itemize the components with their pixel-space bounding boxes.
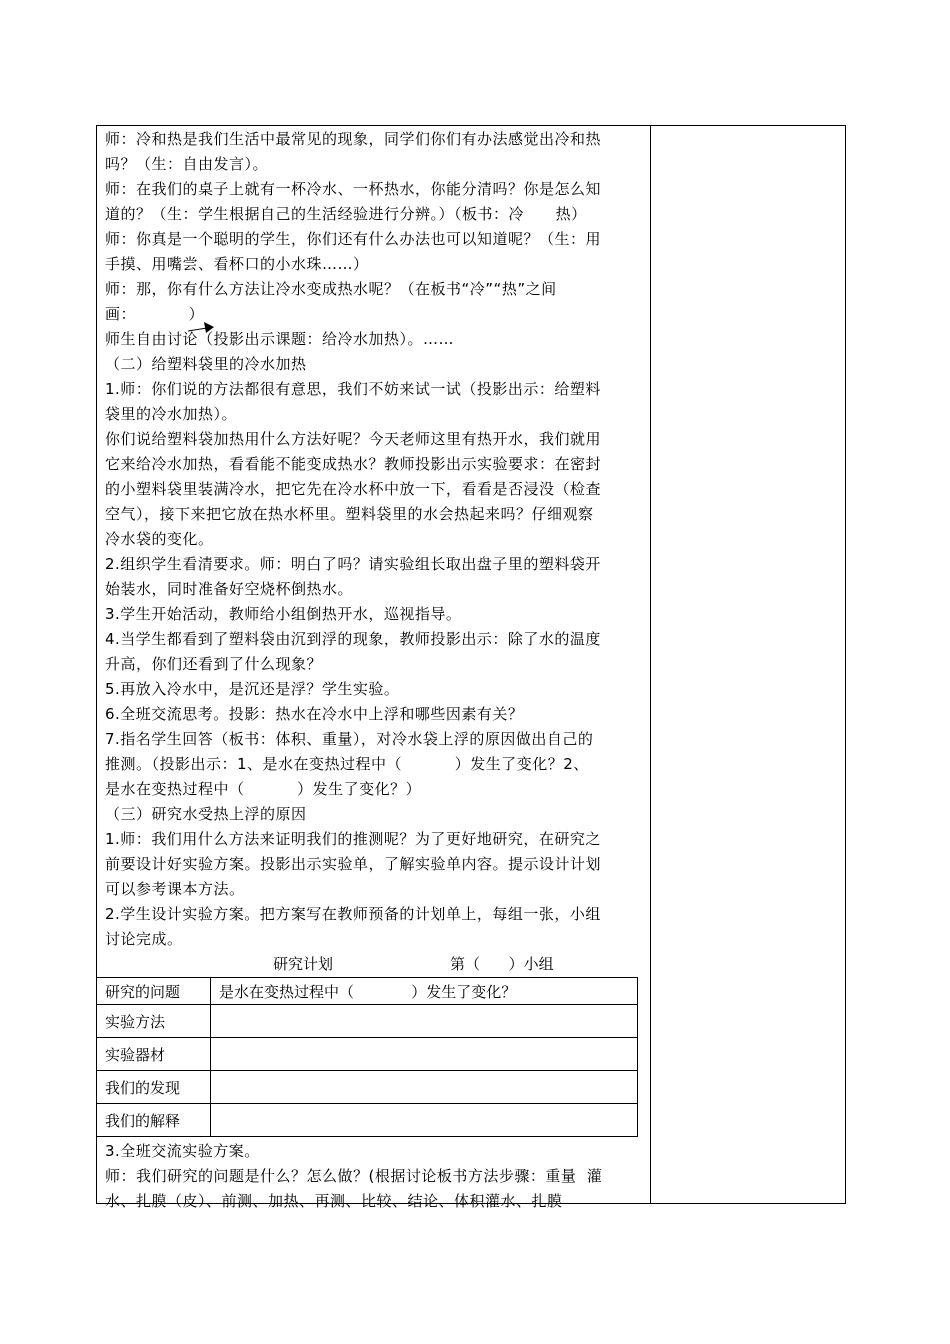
paragraph bbox=[105, 1164, 645, 1214]
text-line: 2.学生设计实验方案。把方案写在教师预备的计划单上，每组一张，小组 bbox=[105, 905, 601, 923]
text-line: 空气），接下来把它放在热水杯里。塑料袋里的水会热起来吗？仔细观察 bbox=[105, 505, 594, 523]
plan-row-label: 我们的发现 bbox=[97, 1071, 211, 1104]
paragraph bbox=[105, 702, 645, 727]
text-line: 水、扎膜（皮）、前测、加热、再测、比较、结论、体积灌水、扎膜 bbox=[105, 1192, 563, 1210]
plan-row-value bbox=[211, 1104, 638, 1137]
plan-row-label: 我们的解释 bbox=[97, 1104, 211, 1137]
paragraph bbox=[105, 727, 645, 802]
paragraph bbox=[105, 677, 645, 702]
text-line: 冷水袋的变化。 bbox=[105, 530, 214, 548]
table-row bbox=[97, 1071, 638, 1104]
plan-row-value bbox=[211, 1038, 638, 1071]
text-line: 道的？（生：学生根据自己的生活经验进行分辨。）（板书：冷 热） bbox=[105, 205, 587, 223]
plan-row-value bbox=[211, 1005, 638, 1038]
lesson-content bbox=[105, 127, 645, 1214]
text-line: 6.全班交流思考。投影：热水在冷水中上浮和哪些因素有关？ bbox=[105, 705, 524, 723]
text-line: 师：在我们的桌子上就有一杯冷水、一杯热水，你能分清吗？你是怎么知 bbox=[105, 180, 602, 198]
paragraph bbox=[105, 902, 645, 952]
text-line: 1.师：我们用什么方法来证明我们的推测呢？为了更好地研究，在研究之 bbox=[105, 830, 601, 848]
lesson-paragraphs-bottom bbox=[105, 1139, 645, 1214]
plan-row-label: 实验器材 bbox=[97, 1038, 211, 1071]
paragraph bbox=[105, 802, 645, 827]
paragraph bbox=[105, 227, 645, 277]
text-line: 推测。（投影出示：1、是水在变热过程中（ ）发生了变化？2、 bbox=[105, 755, 589, 773]
plan-group: 第（ ）小组 bbox=[450, 955, 554, 973]
table-row bbox=[97, 978, 638, 1005]
text-line: 的小塑料袋里装满冷水，把它先在冷水杯中放一下，看看是否浸没（检查 bbox=[105, 480, 602, 498]
paragraph bbox=[105, 177, 645, 227]
text-line: 4.当学生都看到了塑料袋由沉到浮的现象，教师投影出示：除了水的温度 bbox=[105, 630, 601, 648]
plan-row-value bbox=[211, 1071, 638, 1104]
text-line: 前要设计好实验方案。投影出示实验单，了解实验单内容。提示设计计划 bbox=[105, 855, 602, 873]
plan-row-value: 是水在变热过程中（ ）发生了变化？ bbox=[211, 978, 638, 1005]
research-plan-table bbox=[96, 977, 638, 1137]
text-line: 师生自由讨论（投影出示课题：给冷水加热）。…… bbox=[105, 330, 455, 348]
text-line: 3.学生开始活动，教师给小组倒热开水，巡视指导。 bbox=[105, 605, 462, 623]
paragraph bbox=[105, 377, 645, 427]
column-divider bbox=[650, 125, 651, 1204]
plan-title: 研究计划 bbox=[273, 955, 334, 973]
paragraph bbox=[105, 352, 645, 377]
paragraph bbox=[105, 602, 645, 627]
text-line: 师：我们研究的问题是什么？怎么做？(根据讨论板书方法步骤：重量 灌 bbox=[105, 1167, 603, 1185]
text-line: 吗？（生：自由发言）。 bbox=[105, 155, 269, 173]
paragraph bbox=[105, 627, 645, 677]
table-row bbox=[97, 1104, 638, 1137]
text-line: 它来给冷水加热，看看能不能变成热水？教师投影出示实验要求：在密封 bbox=[105, 455, 602, 473]
text-line: 始装水，同时准备好空烧杯倒热水。 bbox=[105, 580, 354, 598]
paragraph bbox=[105, 552, 645, 602]
table-row bbox=[97, 1005, 638, 1038]
text-line: 3.全班交流实验方案。 bbox=[105, 1142, 260, 1160]
paragraph bbox=[105, 277, 645, 327]
paragraph bbox=[105, 1139, 645, 1164]
plan-row-label: 实验方法 bbox=[97, 1005, 211, 1038]
plan-caption bbox=[105, 952, 645, 977]
text-line: 画： ） bbox=[105, 305, 205, 323]
text-line: （二）给塑料袋里的冷水加热 bbox=[105, 355, 307, 373]
text-line: 2.组织学生看清要求。师：明白了吗？请实验组长取出盘子里的塑料袋开 bbox=[105, 555, 601, 573]
text-line: 袋里的冷水加热）。 bbox=[105, 405, 238, 423]
text-line: 7.指名学生回答（板书：体积、重量），对冷水袋上浮的原因做出自己的 bbox=[105, 730, 594, 748]
paragraph bbox=[105, 427, 645, 552]
text-line: （三）研究水受热上浮的原因 bbox=[105, 805, 307, 823]
text-line: 手摸、用嘴尝、看杯口的小水珠……） bbox=[105, 255, 369, 273]
table-row bbox=[97, 1038, 638, 1071]
text-line: 是水在变热过程中（ ）发生了变化？） bbox=[105, 780, 422, 798]
paragraph bbox=[105, 127, 645, 177]
paragraph bbox=[105, 327, 645, 352]
text-line: 师：冷和热是我们生活中最常见的现象，同学们你们有办法感觉出冷和热 bbox=[105, 130, 602, 148]
plan-row-label: 研究的问题 bbox=[97, 978, 211, 1005]
text-line: 你们说给塑料袋加热用什么方法好呢？今天老师这里有热开水，我们就用 bbox=[105, 430, 602, 448]
lesson-paragraphs-top bbox=[105, 127, 645, 952]
text-line: 升高，你们还看到了什么现象？ bbox=[105, 655, 323, 673]
text-line: 师：你真是一个聪明的学生，你们还有什么办法也可以知道呢？（生：用 bbox=[105, 230, 602, 248]
paragraph bbox=[105, 827, 645, 902]
text-line: 1.师：你们说的方法都很有意思，我们不妨来试一试（投影出示：给塑料 bbox=[105, 380, 601, 398]
text-line: 师：那，你有什么方法让冷水变成热水呢？（在板书“冷”“热”之间 bbox=[105, 280, 557, 298]
text-line: 5.再放入冷水中，是沉还是浮？学生实验。 bbox=[105, 680, 400, 698]
text-line: 讨论完成。 bbox=[105, 930, 183, 948]
text-line: 可以参考课本方法。 bbox=[105, 880, 245, 898]
